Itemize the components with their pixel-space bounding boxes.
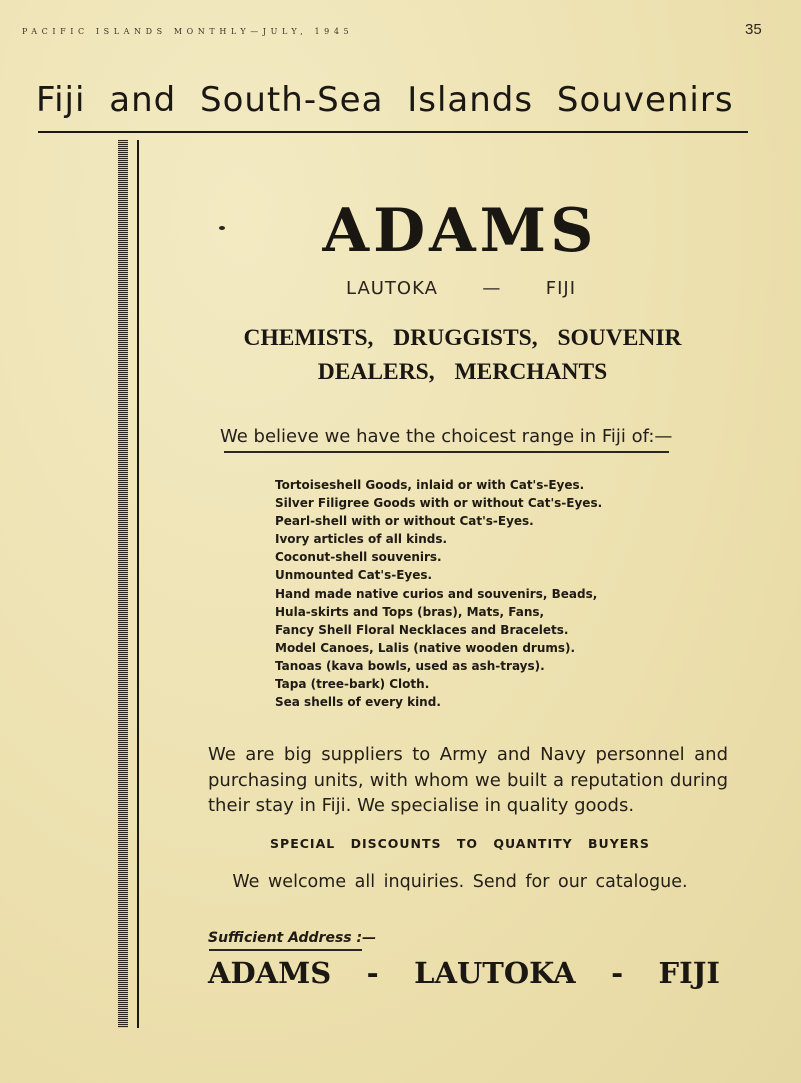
address-part-town: LAUTOKA	[414, 956, 576, 990]
list-item: Ivory articles of all kinds.	[275, 532, 448, 547]
company-location	[346, 278, 576, 299]
trades-heading: CHEMISTS, DRUGGISTS, SOUVENIR DEALERS, MERCHANTS	[243, 325, 682, 385]
list-item: Tanoas (kava bowls, used as ash-trays).	[275, 658, 545, 673]
company-name: ADAMS	[322, 196, 598, 266]
address-label-underline	[209, 949, 362, 951]
list-item: Fancy Shell Floral Necklaces and Bracelets.	[275, 622, 569, 637]
running-head: PACIFIC ISLANDS MONTHLY—JULY, 1945	[22, 27, 354, 36]
goods-list	[275, 476, 602, 711]
address-part-country: FIJI	[658, 956, 720, 990]
list-item: Hand made native curios and souvenirs, Beads,	[275, 586, 598, 601]
location-town: LAUTOKA	[346, 278, 438, 299]
side-rule	[137, 140, 139, 1028]
list-item: Silver Filigree Goods with or without Cat's-Eyes.	[275, 496, 603, 511]
address-separator: -	[611, 956, 624, 990]
list-item: Sea shells of every kind.	[275, 695, 441, 710]
welcome-line: We welcome all inquiries. Send for our catalogue.	[232, 872, 688, 892]
location-dash: —	[482, 278, 502, 299]
address-separator: -	[366, 956, 379, 990]
intro-underline	[224, 451, 669, 453]
banner-title: Fiji and South-Sea Islands Souvenirs	[36, 80, 734, 120]
suppliers-paragraph: We are big suppliers to Army and Navy personnel and purchasing units, with whom we built a reputation during their stay in Fiji. We specialise in quality goods.	[208, 744, 728, 816]
decorative-side-bar	[118, 140, 128, 1028]
postal-address	[208, 956, 720, 990]
list-item: Coconut-shell souvenirs.	[275, 550, 442, 565]
address-label: Sufficient Address :—	[208, 930, 377, 946]
intro-line: We believe we have the choicest range in Fiji of:—	[220, 426, 673, 447]
banner-rule	[38, 131, 748, 133]
location-country: FIJI	[545, 278, 576, 299]
page-number: 35	[745, 21, 762, 38]
list-item: Model Canoes, Lalis (native wooden drums).	[275, 640, 576, 655]
list-item: Hula-skirts and Tops (bras), Mats, Fans,	[275, 604, 545, 619]
list-item: Pearl-shell with or without Cat's-Eyes.	[275, 514, 534, 529]
address-part-name: ADAMS	[208, 956, 332, 990]
discounts-notice: SPECIAL DISCOUNTS TO QUANTITY BUYERS	[270, 836, 650, 851]
list-item: Tapa (tree-bark) Cloth.	[275, 677, 430, 692]
list-item: Tortoiseshell Goods, inlaid or with Cat's-Eyes.	[275, 478, 585, 492]
list-item: Unmounted Cat's-Eyes.	[275, 568, 433, 583]
